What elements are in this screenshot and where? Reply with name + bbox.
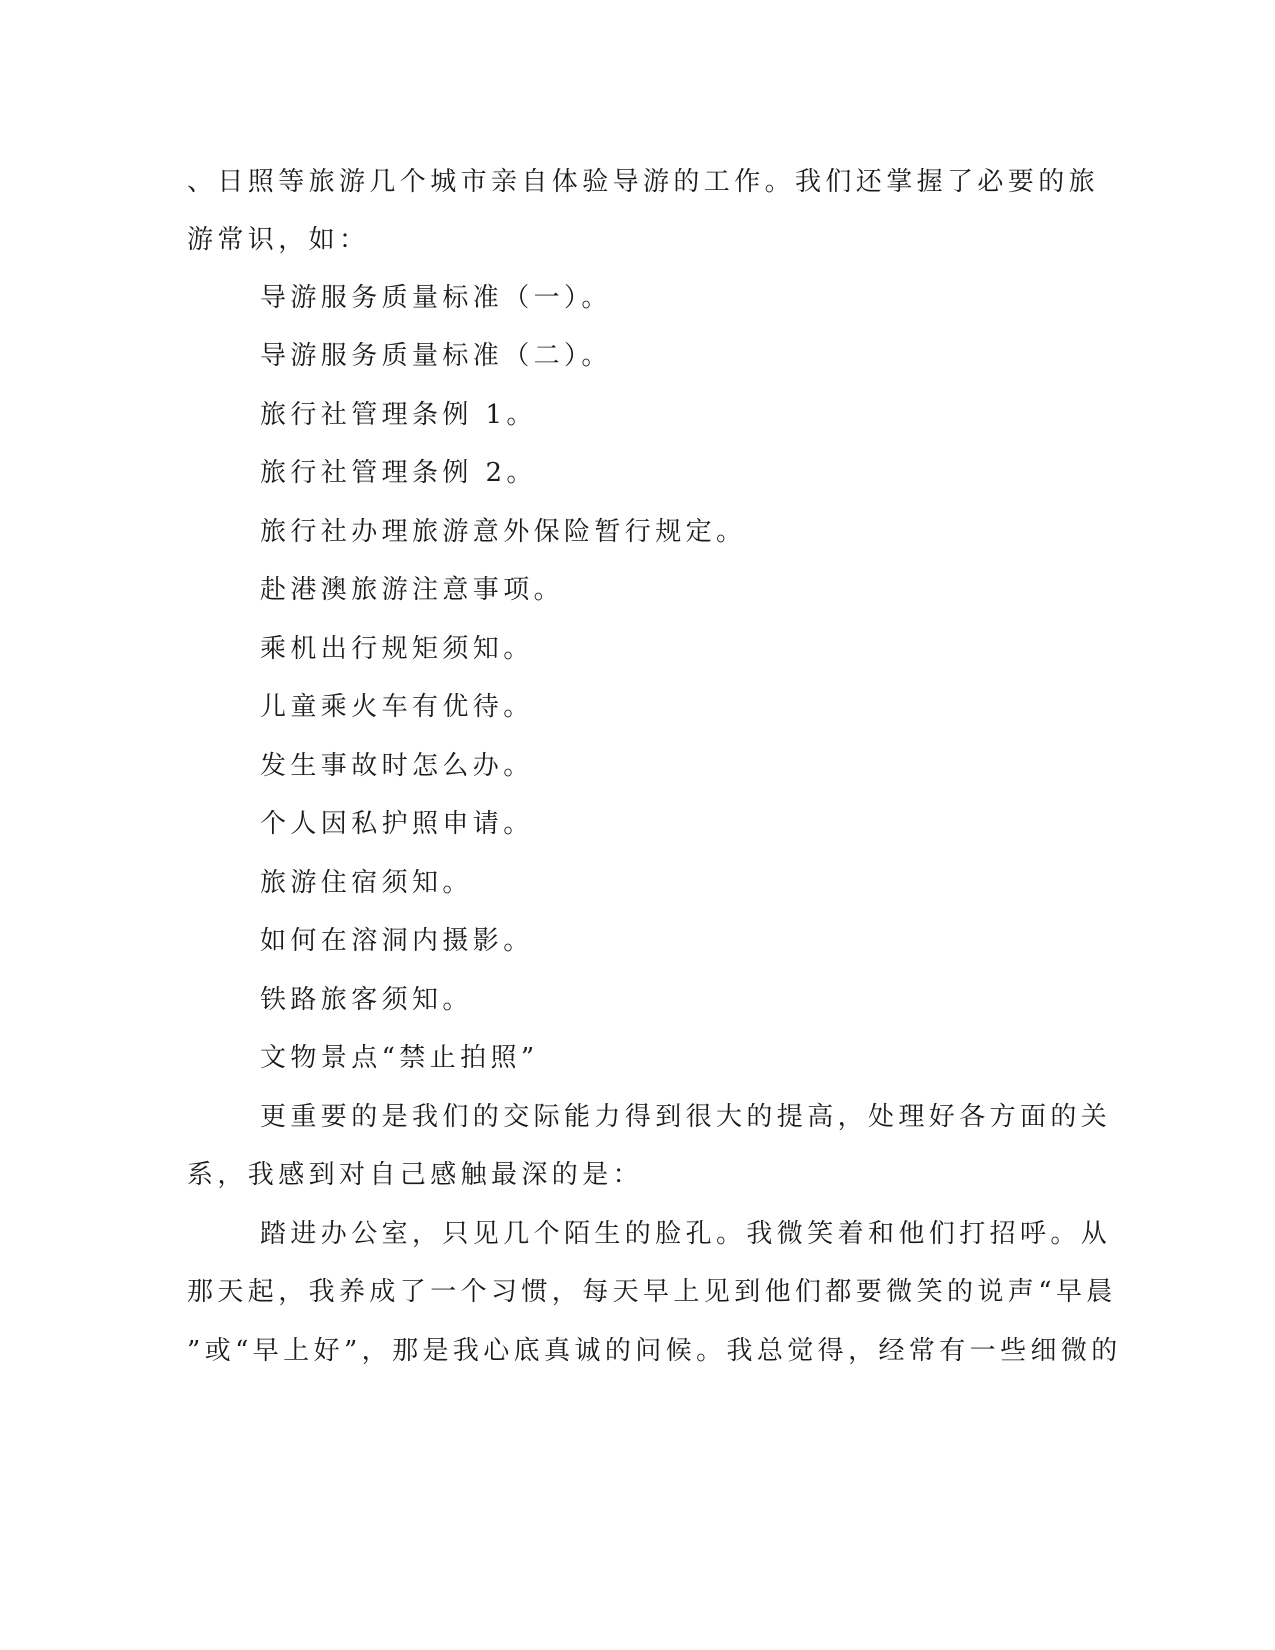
- paragraph-3-line-2: 那天起，我养成了一个习惯，每天早上见到他们都要微笑的说声“早晨: [187, 1277, 1117, 1307]
- list-item: 发生事故时怎么办。: [260, 751, 534, 781]
- intro-line-2: 游常识，如：: [187, 225, 370, 255]
- list-item: 旅游住宿须知。: [260, 868, 473, 898]
- list-item: 如何在溶洞内摄影。: [260, 926, 534, 956]
- paragraph-3-line-3: ”或“早上好”，那是我心底真诚的问候。我总觉得，经常有一些细微的: [187, 1336, 1122, 1366]
- list-item: 儿童乘火车有优待。: [260, 692, 534, 722]
- list-item: 旅行社管理条例 2。: [260, 458, 537, 488]
- list-item: 乘机出行规矩须知。: [260, 634, 534, 664]
- list-item: 铁路旅客须知。: [260, 985, 473, 1015]
- paragraph-3-line-1: 踏进办公室，只见几个陌生的脸孔。我微笑着和他们打招呼。从: [260, 1219, 1112, 1249]
- list-item: 文物景点“禁止拍照”: [260, 1043, 539, 1073]
- list-item: 个人因私护照申请。: [260, 809, 534, 839]
- list-item: 旅行社管理条例 1。: [260, 400, 537, 430]
- intro-line-1: 、日照等旅游几个城市亲自体验导游的工作。我们还掌握了必要的旅: [187, 167, 1100, 197]
- list-item: 赴港澳旅游注意事项。: [260, 575, 565, 605]
- paragraph-2-line-1: 更重要的是我们的交际能力得到很大的提高，处理好各方面的关: [260, 1102, 1112, 1132]
- list-item: 导游服务质量标准（二）。: [260, 341, 612, 371]
- paragraph-2-line-2: 系，我感到对自己感触最深的是：: [187, 1160, 644, 1190]
- list-item: 旅行社办理旅游意外保险暂行规定。: [260, 517, 747, 547]
- list-item: 导游服务质量标准（一）。: [260, 283, 612, 313]
